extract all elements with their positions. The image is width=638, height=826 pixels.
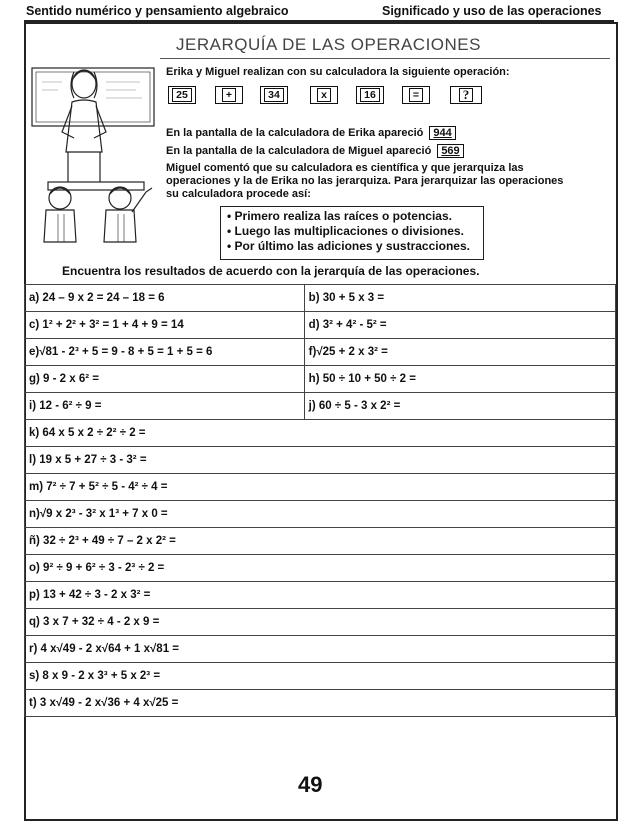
page-title: JERARQUÍA DE LAS OPERACIONES [176, 35, 481, 54]
erika-result: 944 [429, 126, 455, 140]
calc-key-16: 16 [356, 86, 384, 104]
miguel-result: 569 [437, 144, 463, 158]
comment-line: operaciones y la de Erika no las jerarquiza. Para jerarquizar las operaciones [166, 175, 564, 187]
table-row [25, 393, 616, 420]
table-row [25, 636, 616, 663]
classroom-illustration [28, 42, 160, 248]
comment-line: su calculadora procede así: [166, 188, 311, 200]
exercise-q: q) 3 x 7 + 32 ÷ 4 - 2 x 9 = [25, 609, 616, 636]
exercise-a: a) 24 – 9 x 2 = 24 – 18 = 6 [25, 285, 305, 312]
table-row [25, 555, 616, 582]
exercise-j: j) 60 ÷ 5 - 3 x 2² = [304, 393, 615, 420]
exercise-o: o) 9² ÷ 9 + 6² ÷ 3 - 2³ ÷ 2 = [25, 555, 616, 582]
calc-key-plus: + [215, 86, 243, 104]
page-number: 49 [298, 772, 323, 797]
header-right: Significado y uso de las operaciones [382, 4, 602, 18]
miguel-text: En la pantalla de la calculadora de Miguel apareció [166, 145, 432, 157]
table-row [25, 420, 616, 447]
comment-block [166, 162, 563, 201]
table-row [25, 663, 616, 690]
table-row [25, 474, 616, 501]
table-row [25, 447, 616, 474]
exercise-nn: ñ) 32 ÷ 2³ + 49 ÷ 7 – 2 x 2² = [25, 528, 616, 555]
exercise-l: l) 19 x 5 + 27 ÷ 3 - 3² = [25, 447, 616, 474]
rules-box [220, 206, 484, 260]
table-row [25, 690, 616, 717]
table-row [25, 609, 616, 636]
exercise-t: t) 3 x√49 - 2 x√36 + 4 x√25 = [25, 690, 616, 717]
erika-line [166, 126, 456, 140]
exercise-r: r) 4 x√49 - 2 x√64 + 1 x√81 = [25, 636, 616, 663]
calc-key-25: 25 [168, 86, 196, 104]
comment-line: Miguel comentó que su calculadora es científica y que jerarquiza las [166, 162, 524, 174]
exercise-k: k) 64 x 5 x 2 ÷ 2² ÷ 2 = [25, 420, 616, 447]
exercise-d: d) 3² + 4² - 5² = [304, 312, 615, 339]
table-row [25, 312, 616, 339]
exercise-n: n)√9 x 2³ - 3² x 1³ + 7 x 0 = [25, 501, 616, 528]
table-row [25, 528, 616, 555]
table-row [25, 582, 616, 609]
title-rule [160, 58, 610, 59]
calc-key-equals: = [402, 86, 430, 104]
calc-key-times: x [310, 86, 338, 104]
header-left: Sentido numérico y pensamiento algebraico [26, 4, 289, 18]
exercise-c: c) 1² + 2² + 3² = 1 + 4 + 9 = 14 [25, 312, 305, 339]
table-row [25, 501, 616, 528]
rule-item: • Por último las adiciones y sustracciones. [227, 239, 470, 253]
rule-item: • Primero realiza las raíces o potencias. [227, 209, 452, 223]
calc-key-34: 34 [260, 86, 288, 104]
intro-text: Erika y Miguel realizan con su calculadora la siguiente operación: [166, 66, 510, 78]
exercise-e: e)√81 - 2³ + 5 = 9 - 8 + 5 = 1 + 5 = 6 [25, 339, 305, 366]
exercise-f: f)√25 + 2 x 3² = [304, 339, 615, 366]
erika-text: En la pantalla de la calculadora de Erika apareció [166, 127, 424, 139]
exercise-m: m) 7² ÷ 7 + 5² ÷ 5 - 4² ÷ 4 = [25, 474, 616, 501]
table-row [25, 285, 616, 312]
exercise-b: b) 30 + 5 x 3 = [304, 285, 615, 312]
instruction-text: Encuentra los resultados de acuerdo con la jerarquía de las operaciones. [62, 264, 480, 278]
calc-key-unknown: ? [450, 86, 482, 104]
exercise-s: s) 8 x 9 - 2 x 3³ + 5 x 2³ = [25, 663, 616, 690]
table-row [25, 339, 616, 366]
miguel-line [166, 144, 464, 158]
rule-item: • Luego las multiplicaciones o divisiones. [227, 224, 464, 238]
exercises-table [24, 284, 616, 717]
exercise-p: p) 13 + 42 ÷ 3 - 2 x 3² = [25, 582, 616, 609]
exercise-g: g) 9 - 2 x 6² = [25, 366, 305, 393]
exercise-i: i) 12 - 6² ÷ 9 = [25, 393, 305, 420]
table-row [25, 366, 616, 393]
exercise-h: h) 50 ÷ 10 + 50 ÷ 2 = [304, 366, 615, 393]
